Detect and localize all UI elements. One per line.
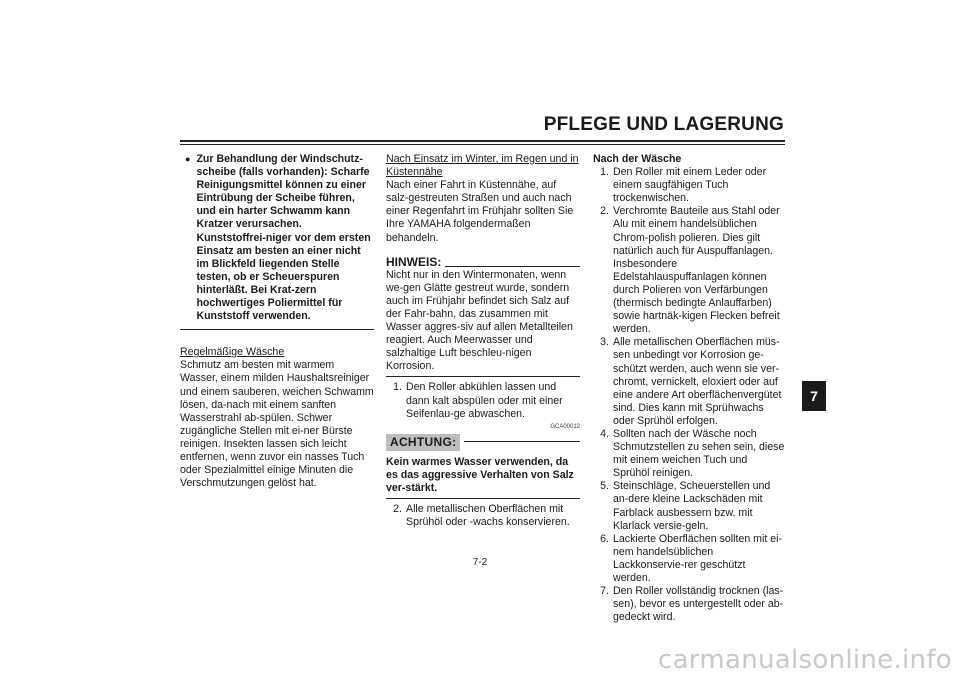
achtung-line	[464, 441, 580, 442]
page-number: 7-2	[472, 557, 488, 568]
list-item	[593, 166, 786, 205]
list-item	[593, 336, 786, 428]
winter-steps-1	[386, 381, 580, 420]
list-item	[593, 428, 786, 480]
chapter-tab: 7	[802, 381, 826, 411]
note-text: Nicht nur in den Wintermonaten, wenn we-gen Glätte gestreut wurde, sondern auch im Frühjahr befindet sich Salz auf der Fahr-bahn, das zusammen mit Wasser aggres-siv auf allen Metallteilen reagiert. Auch Meerwasser und salzhaltige Luft beschleu-nigen Korrosion.	[386, 268, 573, 373]
column-right	[593, 153, 786, 624]
list-item	[593, 480, 786, 532]
note-line	[445, 266, 580, 267]
bullet-icon: ●	[185, 154, 191, 164]
page-title: PFLEGE UND LAGERUNG	[543, 114, 784, 135]
step-text: Steinschläge, Scheuerstellen und an-dere kleine Lackschäden mit Farblack ausbessern bzw. mit Klarlack versie-geln.	[613, 480, 771, 532]
section-heading-regular-wash: Regelmäßige Wäsche	[180, 346, 285, 359]
step-text: Lackierte Oberflächen sollten mit ei-nem handelsüblichen Lackkonservie-rer geschützt werden.	[613, 532, 782, 584]
step-number: 4.	[600, 427, 609, 440]
step-number: 6.	[600, 532, 609, 545]
step-text: Verchromte Bauteile aus Stahl oder Alu mit einem handelsüblichen Chrom-polish polieren. Dies gilt natürlich auch für Auspuffanlagen. Insbesondere Edelstahlauspuffanlagen können durch Polieren von Verfärbungen (thermisch bedingte Anlauffarben) sowie hartnäk-kigen Flecken befreit werden.	[613, 205, 780, 336]
section-body-regular-wash: Schmutz am besten mit warmem Wasser, einem milden Haushaltsreiniger und einem sauberen, weichen Schwamm lösen, da-nach mit einem sanften Wasserstrahl ab-spülen. Schwer zugängliche Stellen mit ei-ner Bürste reinigen. Insekten lassen sich leicht entfernen, wenn zuvor ein nasses Tuch oder Spezialmittel einige Minuten die Verschmutzungen gelöst hat.	[180, 359, 374, 490]
warning-text: Zur Behandlung der Windschutz-scheibe (falls vorhanden): Scharfe Reinigungsmittel können zu einer Eintrübung der Scheibe führen, und ein harter Schwamm kann Kratzer verursachen. Kunststoffrei-niger vor dem ersten Einsatz am besten an einer nicht im Blickfeld liegenden Stelle testen, ob er Scheuerspuren hinterläßt. Bei Krat-zern hochwertiges Poliermittel für Kunststoff verwenden.	[196, 153, 371, 323]
section-body-winter: Nach einer Fahrt in Küstennähe, auf salz-gestreuten Straßen und auch nach einer Regenfahrt im Frühjahr sollten Sie Ihre YAMAHA folgendermaßen behandeln.	[386, 179, 574, 244]
step-number: 2.	[600, 205, 609, 218]
column-left	[180, 153, 374, 490]
windshield-warning	[180, 153, 374, 323]
header-rule	[180, 140, 785, 142]
section-heading-winter: Nach Einsatz im Winter, im Regen und in Küstennähe	[386, 153, 579, 179]
achtung-label: ACHTUNG:	[386, 434, 460, 451]
step-number: 2.	[393, 503, 402, 516]
step-text: Alle metallischen Oberflächen mit Sprühöl oder -wachs konservieren.	[406, 503, 570, 529]
after-wash-steps	[593, 166, 786, 624]
section-heading-after-wash: Nach der Wäsche	[593, 153, 682, 165]
watermark: carmanualsonline.info	[657, 645, 952, 675]
achtung-rule	[386, 498, 580, 499]
step-text: Den Roller abkühlen lassen und dann kalt abspülen oder mit einer Seifenlau-ge abwaschen.	[406, 381, 563, 420]
header-rule-thin	[180, 144, 785, 145]
note-header	[386, 255, 580, 269]
list-item	[386, 503, 580, 529]
achtung-text: Kein warmes Wasser verwenden, da es das aggressive Verhalten von Salz ver-stärkt.	[386, 455, 574, 494]
achtung-header	[386, 434, 580, 451]
step-text: Den Roller vollständig trocknen (las-sen), bevor es untergestellt oder ab-gedeckt wird.	[613, 585, 784, 624]
step-number: 3.	[600, 336, 609, 349]
note-label: HINWEIS:	[386, 254, 442, 269]
reference-code: GCA00012	[550, 423, 580, 430]
list-item	[593, 205, 786, 336]
list-item	[593, 585, 786, 624]
step-text: Alle metallischen Oberflächen müs-sen unbedingt vor Korrosion ge-schützt werden, auch wenn sie ver-chromt, vernickelt, eloxiert oder auf eine andere Art oberflächenvergütet sind. Dies kann mit Sprühwachs oder Sprühöl erfolgen.	[613, 336, 782, 427]
step-text: Den Roller mit einem Leder oder einem saugfähigen Tuch trockenwischen.	[613, 166, 767, 205]
step-number: 5.	[600, 480, 609, 493]
step-number: 1.	[600, 166, 609, 179]
warning-rule	[180, 329, 374, 330]
step-text: Sollten nach der Wäsche noch Schmutzstellen zu sehen sein, diese mit einem weichen Tuch und Sprühöl reinigen.	[613, 427, 785, 480]
step-number: 7.	[600, 585, 609, 598]
note-rule	[386, 376, 580, 377]
list-item	[386, 381, 580, 420]
step-number: 1.	[393, 381, 402, 394]
winter-steps-2	[386, 503, 580, 529]
column-middle	[386, 153, 580, 529]
